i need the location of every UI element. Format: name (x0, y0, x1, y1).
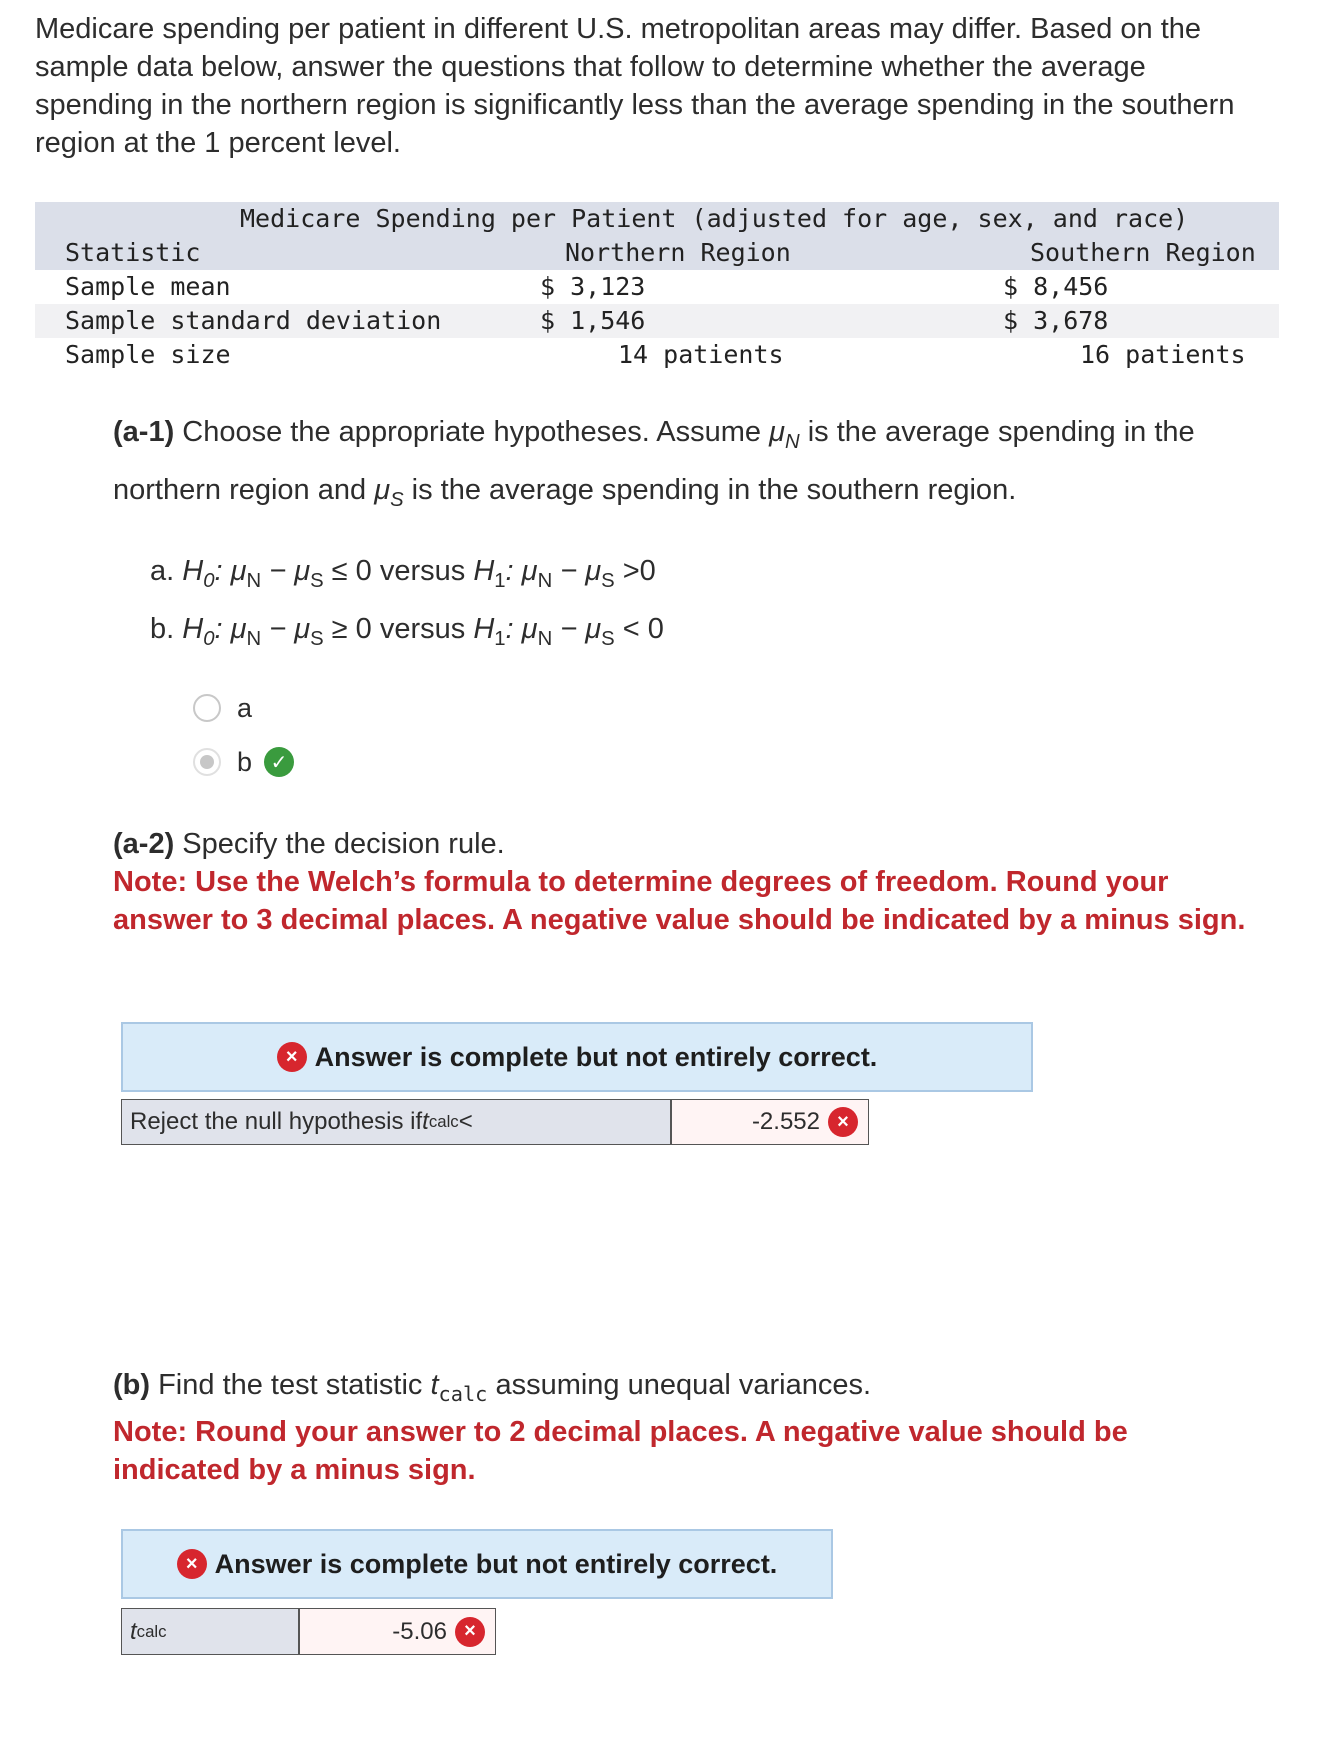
table-row (35, 304, 1279, 338)
question-b (113, 1366, 1263, 1489)
question-a2-label: (a-2) (113, 828, 175, 860)
mu-symbol: μ (769, 416, 785, 448)
mu-symbol: μ (374, 473, 391, 506)
question-b-text: assuming unequal variances. (487, 1369, 872, 1401)
mu-subscript: N (246, 569, 262, 592)
cell-north: $ 1,546 (540, 306, 646, 335)
radio-option-a[interactable] (193, 681, 294, 735)
t-subscript: calc (438, 1381, 488, 1406)
question-b-note: Note: Round your answer to 2 decimal places. A negative value should be indicated by a minus sign. (113, 1415, 1128, 1486)
relation: ≤ 0 versus (323, 555, 474, 587)
result-banner-text: Answer is complete but not entirely correct. (214, 1548, 778, 1579)
h-symbol: H (473, 555, 495, 587)
hypothesis-option-b (150, 605, 664, 663)
table-row (35, 338, 1279, 372)
decision-rule-label (122, 1100, 672, 1144)
h-symbol: H (182, 612, 204, 645)
mu-subscript: S (601, 627, 615, 650)
table-caption-row (35, 202, 1279, 236)
mu-subscript: N (246, 627, 262, 650)
header-southern: Southern Region (1030, 238, 1256, 267)
header-statistic: Statistic (65, 238, 201, 267)
h-subscript: 1 (494, 627, 506, 650)
incorrect-x-icon: × (828, 1107, 858, 1137)
mu-subscript: N (537, 627, 553, 650)
question-b-label: (b) (113, 1369, 151, 1401)
t-symbol: t (422, 1108, 429, 1135)
header-northern: Northern Region (565, 238, 791, 267)
label-text: Reject the null hypothesis if (130, 1108, 423, 1135)
result-banner-text: Answer is complete but not entirely correct. (314, 1041, 878, 1072)
question-a1-text: is the average spending in the southern region. (403, 473, 1017, 506)
decision-rule-row (121, 1099, 869, 1145)
cell-north: $ 3,123 (540, 272, 646, 301)
relation: >0 (614, 555, 656, 587)
t-subscript: calc (428, 1112, 459, 1131)
relation: ≥ 0 versus (323, 612, 474, 645)
mu-symbol: : μ (214, 555, 247, 587)
data-table (35, 202, 1279, 372)
question-a2-text: Specify the decision rule. (182, 828, 505, 860)
cell-south: $ 3,678 (1003, 306, 1109, 335)
mu-symbol: : μ (505, 612, 538, 645)
hypothesis-options (150, 547, 664, 663)
question-b-text: Find the test statistic (158, 1369, 431, 1401)
incorrect-x-icon: × (277, 1042, 307, 1072)
critical-value: -2.552 (751, 1108, 820, 1135)
correct-check-icon: ✓ (264, 747, 294, 777)
cell-south: 16 patients (1080, 340, 1246, 369)
h-subscript: 0 (203, 569, 215, 592)
mu-symbol: : μ (505, 555, 538, 587)
test-statistic-row (121, 1608, 496, 1655)
radio-button-selected[interactable] (193, 748, 221, 776)
row-label: Sample mean (65, 272, 231, 301)
test-statistic-input[interactable] (300, 1609, 495, 1654)
radio-label: a (237, 692, 253, 723)
question-a1-text: is the average spending in the northern region and (113, 416, 1195, 506)
mu-symbol: − μ (552, 555, 602, 587)
mu-symbol: − μ (261, 612, 311, 645)
h-symbol: H (182, 555, 204, 587)
t-subscript: calc (136, 1621, 167, 1641)
test-statistic-label (122, 1609, 300, 1654)
radio-option-b[interactable] (193, 735, 294, 789)
mu-subscript: N (785, 430, 800, 453)
radio-button[interactable] (193, 694, 221, 722)
question-a2-note: Note: Use the Welch’s formula to determine degrees of freedom. Round your answer to 3 decimal places. A negative value should be indicated by a minus sign. (113, 866, 1246, 936)
mu-subscript: S (310, 569, 324, 592)
question-a1-text: Choose the appropriate hypotheses. Assume (182, 416, 770, 448)
incorrect-x-icon: × (455, 1617, 485, 1647)
question-a1 (113, 408, 1263, 524)
row-label: Sample size (65, 340, 231, 369)
mu-subscript: S (601, 569, 615, 592)
table-caption: Medicare Spending per Patient (adjusted for age, sex, and race) (240, 204, 1189, 233)
mu-symbol: − μ (261, 555, 311, 587)
h-symbol: H (473, 612, 495, 645)
cell-north: 14 patients (618, 340, 784, 369)
option-letter: b. (150, 612, 175, 645)
cell-south: $ 8,456 (1003, 272, 1109, 301)
test-statistic-value: -5.06 (392, 1617, 447, 1645)
answer-radio-group (193, 681, 294, 789)
hypothesis-option-a (150, 547, 664, 605)
mu-symbol: : μ (214, 612, 247, 645)
result-banner (121, 1022, 1033, 1092)
relation: < 0 (614, 612, 664, 645)
option-letter: a. (150, 555, 175, 587)
t-symbol: t (430, 1369, 439, 1401)
mu-subscript: N (537, 569, 553, 592)
radio-label: b (237, 746, 253, 777)
table-row (35, 270, 1279, 304)
decision-rule-input[interactable] (672, 1100, 868, 1144)
mu-symbol: − μ (552, 612, 602, 645)
incorrect-x-icon: × (177, 1549, 207, 1579)
result-banner (121, 1529, 833, 1599)
mu-subscript: S (310, 627, 324, 650)
problem-intro: Medicare spending per patient in different U.S. metropolitan areas may differ. Based on the sample data below, answer the questions that follow to determine whether the average spending in the northern region is significantly less than the average spending in the southern region at the 1 percent level. (35, 13, 1235, 159)
h-subscript: 0 (203, 627, 215, 650)
t-symbol: t (130, 1617, 137, 1645)
question-a1-label: (a-1) (113, 416, 175, 448)
table-header-row (35, 236, 1279, 270)
label-text: < (458, 1108, 473, 1135)
h-subscript: 1 (494, 569, 506, 592)
row-label: Sample standard deviation (65, 306, 442, 335)
question-a2 (113, 825, 1263, 939)
mu-subscript: S (390, 488, 404, 511)
